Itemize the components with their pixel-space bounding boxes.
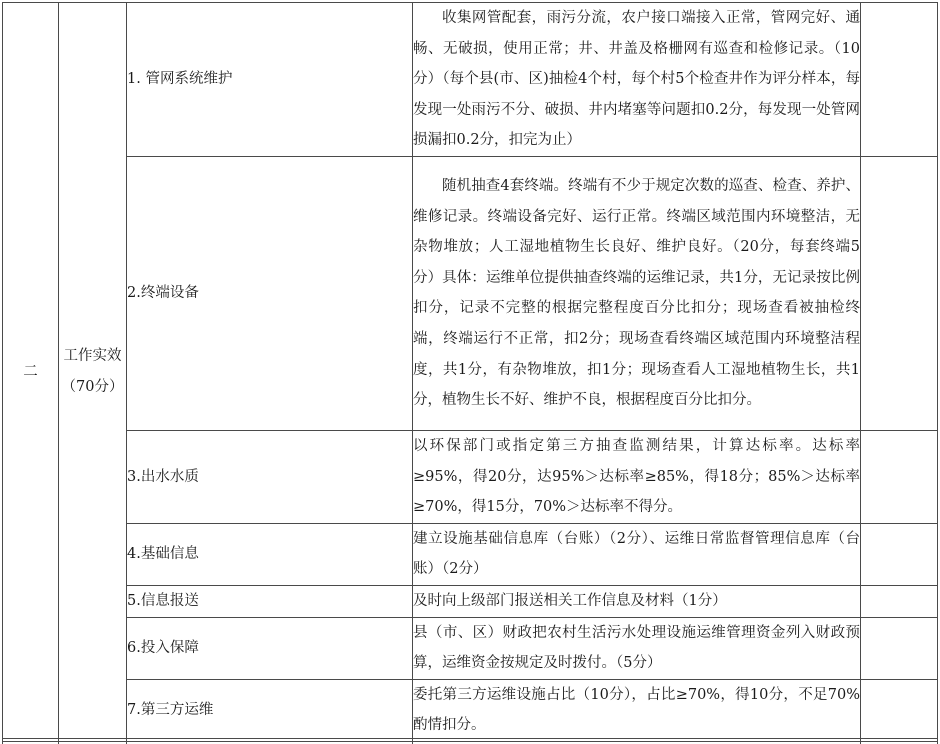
item-criteria: 以环保部门或指定第三方抽查监测结果，计算达标率。达标率≥95%，得20分，达95%＞达标率≥85%，得18分；85%＞达标率≥70%，得15分，70%＞达标率不得分。 — [413, 430, 861, 523]
item-score — [861, 585, 938, 617]
table-row — [3, 679, 938, 741]
section-category-title: 工作实效 — [63, 348, 122, 365]
item-name: 1. 管网系统维护 — [127, 3, 413, 157]
section-category-points: （70分） — [61, 378, 124, 395]
table-row — [3, 156, 938, 430]
item-criteria: 随机抽查4套终端。终端有不少于规定次数的巡查、检查、养护、维修记录。终端设备完好、运行正常。终端区域范围内环境整洁，无杂物堆放；人工湿地植物生长良好、维护良好。（20分，每套终端5分）具体：运维单位提供抽查终端的运维记录，共1分，无记录按比例扣分，记录不完整的根据完整程度百分比扣分；现场查看被抽检终端，终端运行不正常，扣2分；现场查看终端区域范围内环境整洁程度，共1分，有杂物堆放，扣1分；现场查看人工湿地植物生长，共1分，植物生长不好、维护不良，根据程度百分比扣分。 — [413, 156, 861, 430]
item-criteria: 县（市、区）财政把农村生活污水处理设施运维管理资金列入财政预算，运维资金按规定及时拨付。（5分） — [413, 617, 861, 679]
table-row — [3, 523, 938, 585]
item-name: 5.信息报送 — [127, 585, 413, 617]
table-row — [3, 430, 938, 523]
table-row — [3, 585, 938, 617]
item-score — [861, 430, 938, 523]
item-name: 2.终端设备 — [127, 156, 413, 430]
item-score — [861, 617, 938, 679]
item-score — [861, 156, 938, 430]
section-number: 二 — [3, 3, 59, 742]
item-score — [861, 523, 938, 585]
item-name: 4.基础信息 — [127, 523, 413, 585]
item-criteria: 委托第三方运维设施占比（10分），占比≥70%，得10分，不足70%酌情扣分。 — [413, 679, 861, 741]
item-score — [861, 3, 938, 157]
item-criteria: 收集网管配套，雨污分流，农户接口端接入正常，管网完好、通畅、无破损，使用正常；井、井盖及格栅网有巡查和检修记录。（10分）（每个县(市、区)抽检4个村，每个村5个检查井作为评分样本，每发现一处雨污不分、破损、井内堵塞等问题扣0.2分，每发现一处管网损漏扣0.2分，扣完为止） — [413, 3, 861, 157]
item-name: 7.第三方运维 — [127, 679, 413, 741]
item-name: 6.投入保障 — [127, 617, 413, 679]
section-category — [59, 3, 127, 742]
item-criteria: 建立设施基础信息库（台账）（2分）、运维日常监督管理信息库（台账）（2分） — [413, 523, 861, 585]
table-row — [3, 617, 938, 679]
assessment-table — [2, 2, 938, 742]
item-criteria: 及时向上级部门报送相关工作信息及材料（1分） — [413, 585, 861, 617]
item-name: 3.出水水质 — [127, 430, 413, 523]
item-score — [861, 679, 938, 741]
table-row — [3, 3, 938, 157]
